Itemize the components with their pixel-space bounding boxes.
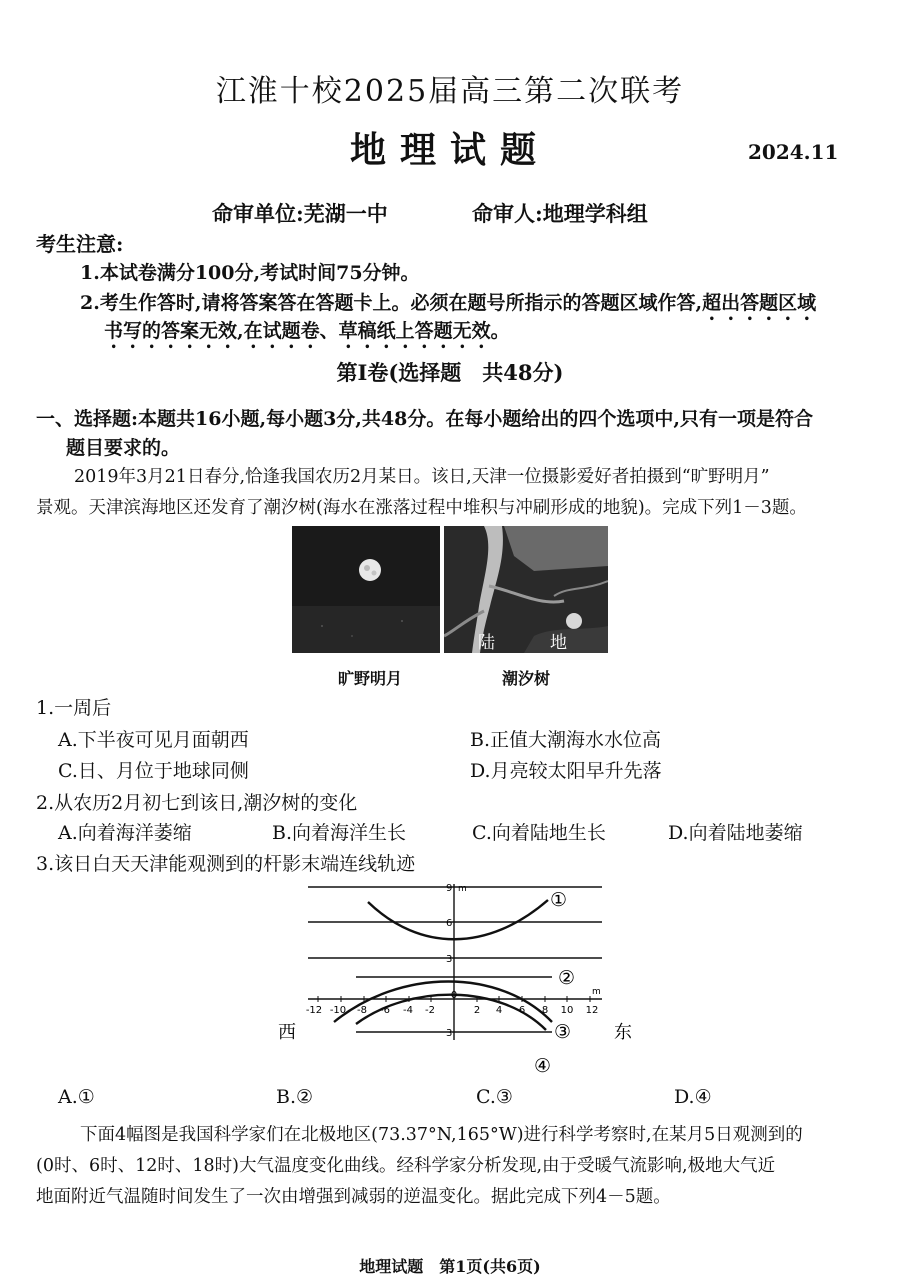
shadow-trajectory-diagram: [270, 872, 640, 1082]
q3-stem: 3.该日白天天津能观测到的杆影末端连线轨迹: [36, 853, 416, 875]
notice-item-2-continued: 书写的答案无效,在试题卷、草稿纸上答题无效。: [104, 320, 510, 342]
q3-option-a: A.①: [58, 1086, 95, 1108]
q2-option-b: B.向着海洋生长: [272, 822, 407, 844]
west-label: 西: [278, 1022, 296, 1043]
y-tick-3: 3: [446, 954, 453, 965]
curve-1: [368, 900, 548, 939]
q2-stem: 2.从农历2月初七到该日,潮汐树的变化: [36, 792, 358, 814]
section-title: 第Ⅰ卷(选择题 共48分): [336, 360, 564, 385]
section-instruction-2: 题目要求的。: [66, 437, 181, 459]
moon-photo-image: [292, 526, 440, 653]
q1-option-c: C.日、月位于地球同侧: [58, 760, 249, 782]
q1-stem: 1.一周后: [36, 697, 112, 719]
q1-option-a: A.下半夜可见月面朝西: [58, 729, 249, 751]
exam-title: 江淮十校2025届高三第二次联考: [215, 74, 685, 109]
exam-date: 2024.11: [748, 140, 839, 164]
q3-option-d: D.④: [674, 1086, 712, 1108]
moon-photo: [292, 526, 440, 653]
reviewer: 命审人:地理学科组: [472, 201, 648, 226]
caption-tidal-tree: 潮汐树: [502, 669, 551, 688]
passage-1-line-1: 2019年3月21日春分,恰逢我国农历2月某日。该日,天津一位摄影爱好者拍摄到“旷野明月”: [74, 467, 770, 487]
photo-label-land-2: 地: [550, 633, 567, 653]
notice-item-2-emphasis: 超出答题区域: [702, 292, 817, 314]
x-unit: m: [592, 987, 601, 997]
notice-heading: 考生注意:: [36, 232, 124, 256]
notice-item-2-part-a: 2.考生作答时,请将答案答在答题卡上。必须在题号所指示的答题区域作答,: [80, 292, 703, 314]
passage-2-line-3: 地面附近气温随时间发生了一次由增强到减弱的逆温变化。据此完成下列4－5题。: [36, 1187, 671, 1207]
passage-1-line-2: 景观。天津滨海地区还发育了潮汐树(海水在涨落过程中堆积与冲刷形成的地貌)。完成下列1－3题。: [36, 498, 807, 518]
curve-label-4: ④: [534, 1055, 552, 1077]
caption-moon: 旷野明月: [338, 669, 403, 688]
x-tick: 12: [585, 1005, 599, 1016]
section-instruction-1: 一、选择题:本题共16小题,每小题3分,共48分。在每小题给出的四个选项中,只有一项是符合: [36, 408, 813, 430]
notice-item-1: 1.本试卷满分100分,考试时间75分钟。: [80, 262, 420, 284]
east-label: 东: [614, 1022, 632, 1043]
curve-label-2: ②: [558, 967, 576, 989]
x-tick: -8: [357, 1005, 367, 1016]
x-tick: -6: [380, 1005, 390, 1016]
y-tick-neg-3: 3: [446, 1028, 453, 1039]
x-tick: 6: [518, 1005, 526, 1016]
q3-option-b: B.②: [276, 1086, 314, 1108]
x-tick: 2: [473, 1005, 481, 1016]
y-tick-9: 9: [446, 883, 453, 894]
x-tick: -2: [425, 1005, 435, 1016]
photo-label-land-1: 陆: [478, 633, 495, 653]
q2-option-d: D.向着陆地萎缩: [668, 822, 803, 844]
q2-option-c: C.向着陆地生长: [472, 822, 606, 844]
x-tick: -10: [329, 1005, 347, 1016]
x-tick: -4: [403, 1005, 413, 1016]
tidal-tree-image: [444, 526, 608, 653]
curve-label-3: ③: [554, 1021, 572, 1043]
x-tick: 0: [450, 990, 458, 1001]
passage-2-line-2: (0时、6时、12时、18时)大气温度变化曲线。经科学家分析发现,由于受暖气流影响,极地大气近: [36, 1156, 776, 1176]
x-tick: 4: [495, 1005, 503, 1016]
compiling-unit: 命审单位:芜湖一中: [212, 201, 388, 226]
q3-option-c: C.③: [476, 1086, 513, 1108]
subject-title: 地理试题: [349, 129, 550, 171]
q2-option-a: A.向着海洋萎缩: [58, 822, 192, 844]
y-unit: m: [458, 884, 467, 894]
y-tick-6: 6: [446, 918, 453, 929]
q1-option-b: B.正值大潮海水水位高: [470, 729, 662, 751]
page-footer: 地理试题 第1页(共6页): [359, 1257, 541, 1276]
curve-label-1: ①: [550, 889, 568, 911]
q1-option-d: D.月亮较太阳早升先落: [470, 760, 662, 782]
passage-2-line-1: 下面4幅图是我国科学家们在北极地区(73.37°N,165°W)进行科学考察时,在某月5日观测到的: [80, 1125, 803, 1145]
x-tick: 8: [541, 1005, 549, 1016]
x-tick: -12: [305, 1005, 323, 1016]
x-tick: 10: [560, 1005, 574, 1016]
tidal-tree-photo: [444, 526, 608, 653]
